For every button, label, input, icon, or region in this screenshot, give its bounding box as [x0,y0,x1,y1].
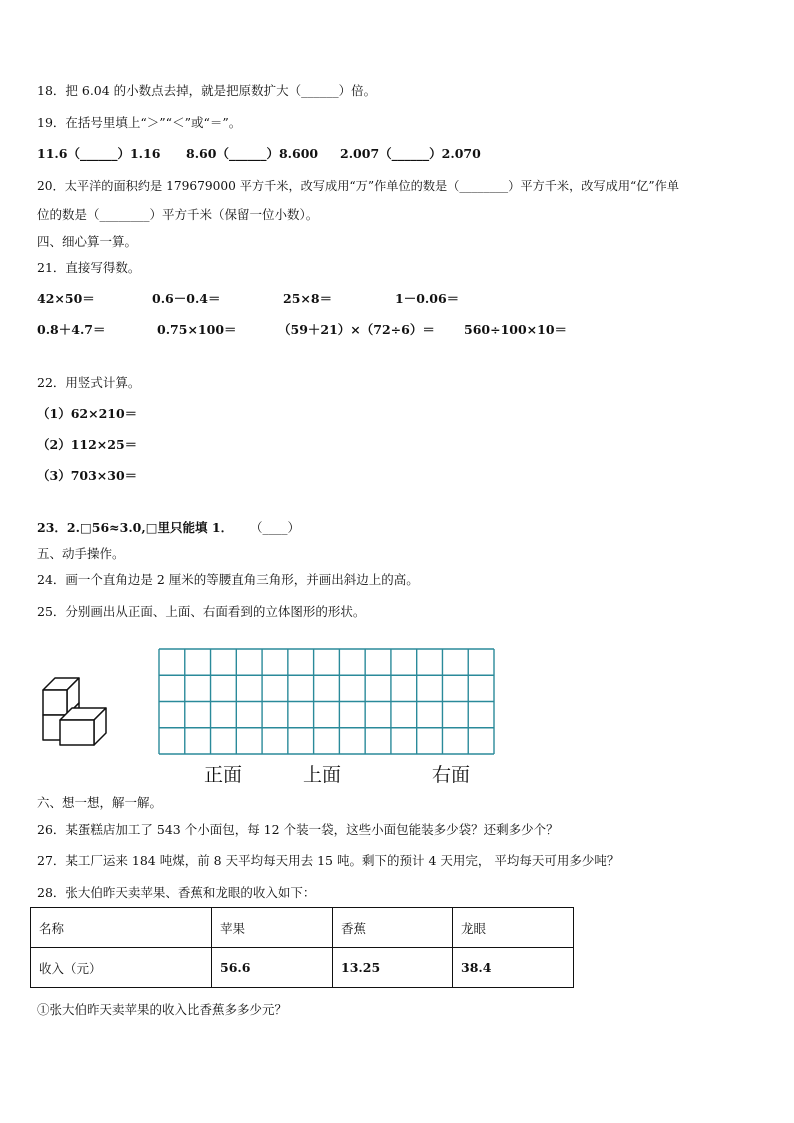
table-cell: 38.4 [453,948,574,988]
income-table [30,907,574,988]
question-20-line1: 20．太平洋的面积约是 179679000 平方千米，改写成用“万”作单位的数是（________）平方千米，改写成用“亿”作单 [37,179,680,193]
question-20-line2: 位的数是（________）平方千米（保留一位小数）。 [37,207,319,222]
q21-r2-c2: 0.75×100＝ [157,322,237,337]
q21-r2-c3: （59＋21）×（72÷6）＝ [278,322,435,337]
q19-item-2: 8.60（______）8.600 [186,146,319,161]
section-5-heading: 五、动手操作。 [37,546,125,561]
top-view-label: 上面 [303,764,342,786]
question-25: 25．分别画出从正面、上面、右面看到的立体图形的形状。 [37,604,366,619]
right-view-label: 右面 [432,764,471,786]
question-19: 19．在括号里填上“＞”“＜”或“＝”。 [37,115,242,130]
q19-item-1: 11.6（______）1.16 [37,146,161,161]
q23-answer-blank: （____） [250,520,301,535]
q22-item-3: （3）703×30＝ [37,468,138,483]
question-28: 28．张大伯昨天卖苹果、香蕉和龙眼的收入如下： [37,885,316,900]
q21-r1-c2: 0.6－0.4＝ [152,291,221,306]
q21-r1-c1: 42×50＝ [37,291,95,306]
drawing-grid[interactable] [158,648,496,756]
table-cell: 龙眼 [453,908,574,948]
question-27: 27．某工厂运来 184 吨煤，前 8 天平均每天用去 15 吨。剩下的预计 4 天用完， 平均每天可用多少吨？ [37,853,620,868]
table-cell: 香蕉 [333,908,453,948]
question-28-sub-1: ①张大伯昨天卖苹果的收入比香蕉多多少元？ [37,1002,288,1017]
table-cell: 56.6 [212,948,333,988]
question-24: 24．画一个直角边是 2 厘米的等腰直角三角形，并画出斜边上的高。 [37,572,419,587]
q22-item-1: （1）62×210＝ [37,406,138,421]
section-6-heading: 六、想一想，解一解。 [37,795,163,810]
section-4-heading: 四、细心算一算。 [37,234,138,249]
table-cell: 13.25 [333,948,453,988]
question-23: 23．2.□56≈3.0,□里只能填 1． [37,520,234,535]
table-header-row [31,908,574,948]
question-18: 18．把 6.04 的小数点去掉，就是把原数扩大（______）倍。 [37,83,377,98]
front-view-label: 正面 [204,764,243,786]
table-cell: 苹果 [212,908,333,948]
q21-r2-c1: 0.8＋4.7＝ [37,322,106,337]
q22-item-2: （2）112×25＝ [37,437,138,452]
question-26: 26．某蛋糕店加工了 543 个小面包，每 12 个装一袋，这些小面包能装多少袋？还剩多少个？ [37,822,559,837]
cube-stack-figure [38,677,110,755]
table-cell: 名称 [31,908,212,948]
table-row [31,948,574,988]
q21-r2-c4: 560÷100×10＝ [464,322,568,337]
q19-item-3: 2.007（______）2.070 [340,146,481,161]
question-22: 22．用竖式计算。 [37,375,141,390]
table-cell: 收入（元） [31,948,212,988]
cube-front-face [60,720,94,745]
cube-front-face [43,690,67,715]
question-21: 21．直接写得数。 [37,260,141,275]
q21-r1-c3: 25×8＝ [283,291,333,306]
q21-r1-c4: 1－0.06＝ [395,291,460,306]
